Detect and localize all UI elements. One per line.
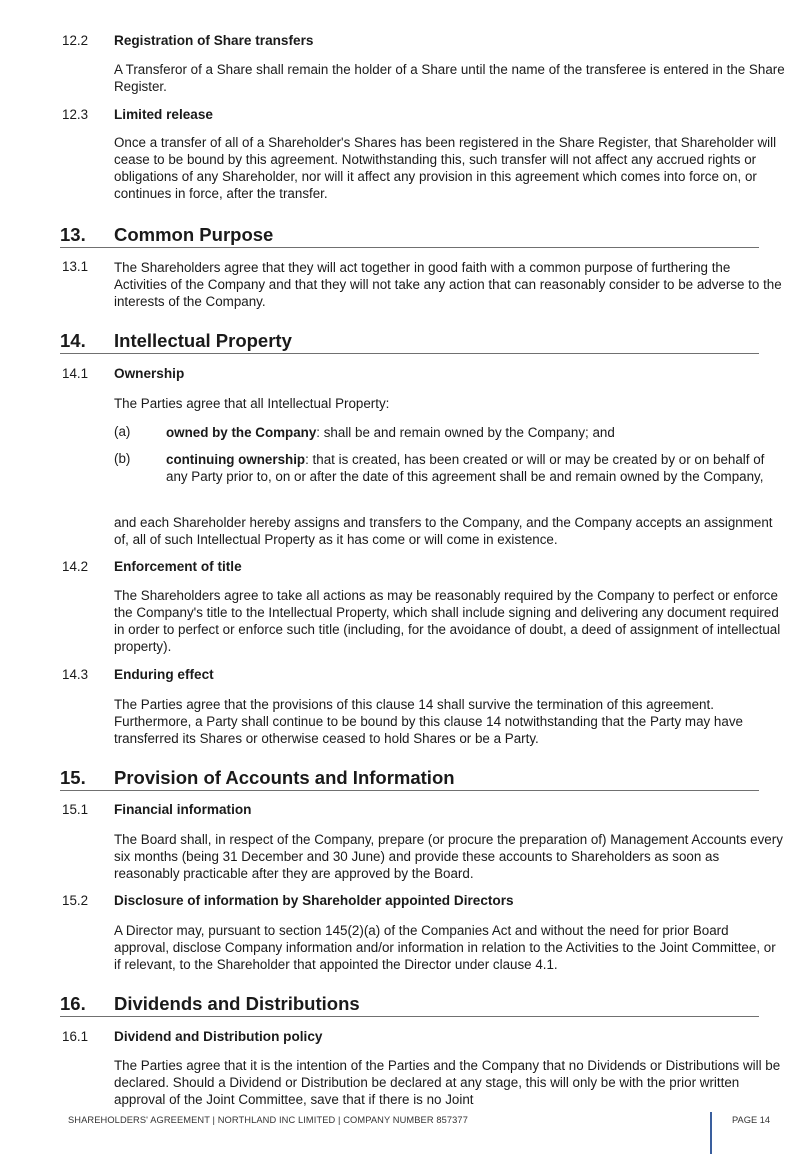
item-text-b (166, 451, 776, 485)
clause-heading-14-2: Enforcement of title (114, 559, 242, 574)
section-divider-15 (60, 790, 759, 791)
clause-number-15-2: 15.2 (62, 893, 89, 908)
section-number-13: 13. (60, 224, 86, 245)
clause-intro-14-1: The Parties agree that all Intellectual Property: (114, 396, 390, 411)
item-label-b: (b) (114, 451, 131, 466)
item-label-a: (a) (114, 424, 131, 439)
clause-number-14-2: 14.2 (62, 559, 89, 574)
item-body-a: : shall be and remain owned by the Company; and (316, 425, 615, 440)
clause-text-14-2: The Shareholders agree to take all actions as may be reasonably required by the Company to perfect or enforce the Company's title to the Intellectual Property, which shall include signing and delivering any document required in order to perfect or enforce such title (including, for the avoidance of doubt, a deed of assignment of intellectual property). (114, 588, 781, 654)
clause-heading-15-1: Financial information (114, 802, 252, 817)
section-title-13: Common Purpose (114, 224, 274, 245)
section-number-15: 15. (60, 767, 86, 788)
clause-outro-14-1: and each Shareholder hereby assigns and transfers to the Company, and the Company accepts an assignment of, all of such Intellectual Property as it has come or will come in existence. (114, 515, 773, 547)
section-title-15: Provision of Accounts and Information (114, 767, 455, 788)
clause-heading-16-1: Dividend and Distribution policy (114, 1029, 323, 1044)
clause-text-13-1: The Shareholders agree that they will act together in good faith with a common purpose of furthering the Activities of the Company and that they will not take any action that can reasonably consider to be adverse to the interests of the Company. (114, 260, 782, 309)
item-term-b: continuing ownership (166, 452, 306, 467)
clause-text-15-1: The Board shall, in respect of the Company, prepare (or procure the preparation of) Management Accounts every six months (being 31 December and 30 June) and provide these accounts to Shareholders as soon as reasonably practicable after they are approved by the Board. (114, 832, 783, 881)
section-title-16: Dividends and Distributions (114, 993, 360, 1014)
clause-text-16-1: The Parties agree that it is the intention of the Parties and the Company that no Dividends or Distributions will be declared. Should a Dividend or Distribution be declared at any stage, this will only be with the prior written approval of the Joint Committee, save that if there is no Joint (114, 1058, 781, 1107)
clause-number-16-1: 16.1 (62, 1029, 89, 1044)
clause-heading-15-2: Disclosure of information by Shareholder appointed Directors (114, 893, 514, 908)
clause-heading-12-3: Limited release (114, 107, 213, 122)
clause-text-14-3: The Parties agree that the provisions of this clause 14 shall survive the termination of this agreement. Furthermore, a Party shall continue to be bound by this clause 14 notwithstanding that the Party may have transferred its Shares or otherwise ceased to hold Shares or be a Party. (114, 697, 743, 746)
clause-number-13-1: 13.1 (62, 259, 89, 274)
footer-text: SHAREHOLDERS' AGREEMENT | NORTHLAND INC LIMITED | COMPANY NUMBER 857377 (68, 1115, 468, 1125)
clause-number-12-3: 12.3 (62, 107, 89, 122)
item-text-a (166, 424, 776, 441)
item-term-a: owned by the Company (166, 425, 317, 440)
footer-page-number: PAGE 14 (732, 1115, 771, 1125)
clause-number-14-1: 14.1 (62, 366, 89, 381)
section-number-16: 16. (60, 993, 86, 1014)
section-divider-14 (60, 353, 759, 354)
clause-heading-14-3: Enduring effect (114, 667, 214, 682)
section-divider-16 (60, 1016, 759, 1017)
clause-heading-12-2: Registration of Share transfers (114, 33, 314, 48)
clause-text-15-2: A Director may, pursuant to section 145(2)(a) of the Companies Act and without the need for prior Board approval, disclose Company information and/or information in relation to the Activities to the Joint Committee, or if relevant, to the Shareholder that appointed the Director under clause 4.1. (114, 923, 776, 972)
clause-number-15-1: 15.1 (62, 802, 89, 817)
clause-number-14-3: 14.3 (62, 667, 89, 682)
section-number-14: 14. (60, 330, 86, 351)
clause-text-12-3: Once a transfer of all of a Shareholder's Shares has been registered in the Share Register, that Shareholder will cease to be bound by this agreement. Notwithstanding this, such transfer will not affect any accrued rights or obligations of any Shareholder, nor will it affect any provision in this agreement which comes into force on, or continues in force, after the transfer. (114, 135, 777, 201)
clause-text-12-2: A Transferor of a Share shall remain the holder of a Share until the name of the transferee is entered in the Share Register. (114, 62, 785, 94)
item-body-b: : that is created, has been created or will or may be created by or on behalf of any Party prior to, on or after the date of this agreement shall be and remain owned by the Company, (166, 452, 765, 484)
clause-heading-14-1: Ownership (114, 366, 185, 381)
section-title-14: Intellectual Property (114, 330, 292, 351)
footer-divider (710, 1112, 712, 1154)
section-divider-13 (60, 247, 759, 248)
clause-number-12-2: 12.2 (62, 33, 89, 48)
